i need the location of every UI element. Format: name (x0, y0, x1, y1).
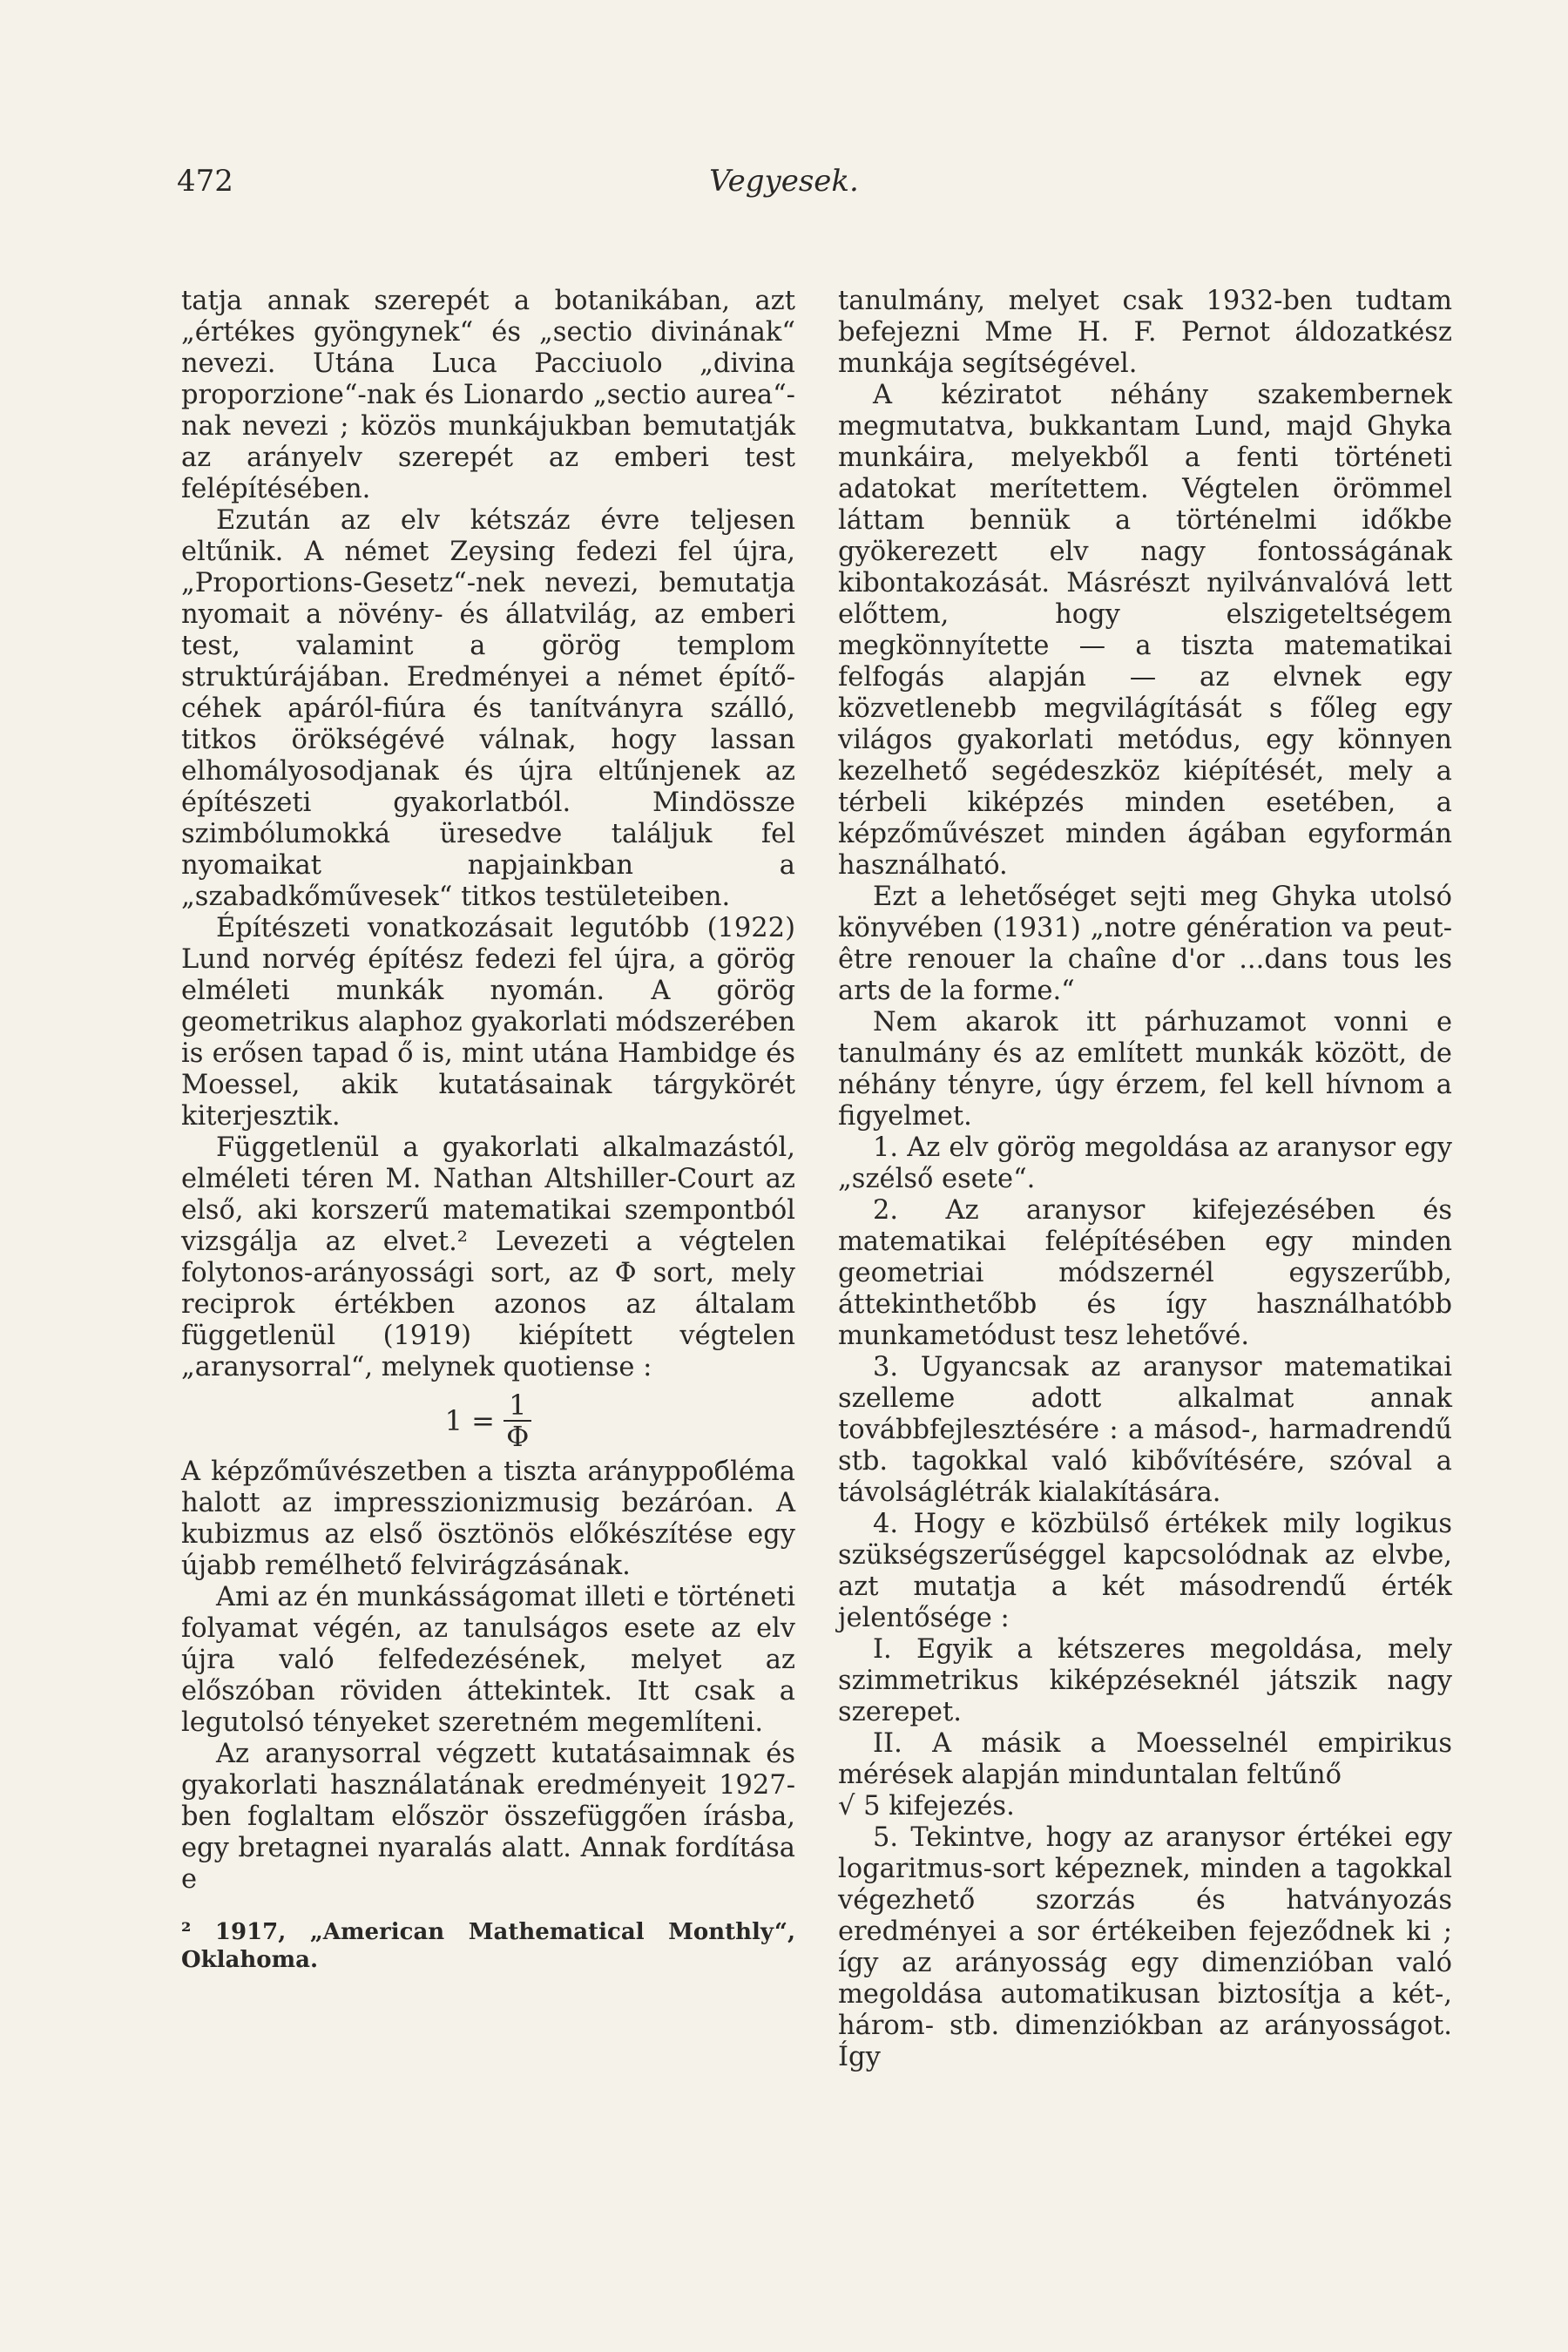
formula-fraction (504, 1390, 531, 1451)
paragraph: tatja annak szerepét a botanikában, azt „értékes gyöngynek“ és „sectio divinának“ nevezi. Utána Luca Pacciuolo „divina proporzione“-nak és Lionardo „sectio aurea“-nak nevezi ; közös munkájukban bemutatják az arányelv szerepét az emberi test felépítésében. (181, 286, 795, 504)
right-column (838, 286, 1452, 2073)
paragraph: A kéziratot néhány szakembernek megmutatva, bukkantam Lund, majd Ghyka munkáira, melyekből a fenti történeti adatokat merítettem. Végtelen örömmel láttam bennük a történelmi időkbe gyökerezett elv nagy fontosságának kibontakozását. Másrészt nyilvánvalóvá lett előttem, hogy elszigeteltségem megkönnyítette — a tiszta matematikai felfogás alapján — az elvnek egy közvetlenebb megvilágítását s főleg egy világos gyakorlati metódus, egy könnyen kezelhető segédeszköz kiépítését, mely a térbeli kiképzés minden esetében, a képzőművészet minden ágában egyformán használható. (838, 380, 1452, 881)
paragraph: Függetlenül a gyakorlati alkalmazástól, elméleti téren M. Nathan Altshiller-Court az első, aki korszerű matematikai szempontból vizsgálja az elvet.² Levezeti a végtelen folytonos-arányossági sort, az Φ sort, mely reciprok értékben azonos az általam függetlenül (1919) kiépített végtelen „aranysorral“, melynek quotiense : (181, 1132, 795, 1382)
paragraph: tanulmány, melyet csak 1932-ben tudtam befejezni Mme H. F. Pernot áldozatkész munkája segítségével. (838, 286, 1452, 379)
list-item: II. A másik a Moesselnél empirikus mérések alapján minduntalan feltűnő (838, 1728, 1452, 1790)
list-item: 3. Ugyancsak az aranysor matematikai szelleme adott alkalmat annak továbbfejlesztésére : a másod-, harmadrendű stb. tagokkal való kibővítésére, szóval a távolságlétrák kialakítására. (838, 1352, 1452, 1508)
sqrt-expression: √ 5 kifejezés. (838, 1791, 1015, 1821)
list-item: 4. Hogy e közbülső értékek mily logikus szükségszerűséggel kapcsolódnak az elvbe, azt mutatja a két másodrendű érték jelentősége : (838, 1509, 1452, 1633)
left-column (181, 286, 795, 1974)
running-head: Vegyesek. (709, 164, 859, 199)
paragraph: Építészeti vonatkozásait legutóbb (1922) Lund norvég építész fedezi fel újra, a görög elméleti munkák nyomán. A görög geometrikus alaphoz gyakorlati módszerében is erősen tapad ő is, mint utána Hambidge és Moessel, akik kutatásainak tárgykörét kiterjesztik. (181, 913, 795, 1132)
paragraph: Ami az én munkásságomat illeti e történeti folyamat végén, az tanulságos esete az elv újra való felfedezésének, melyet az előszóban röviden áttekintek. Itt csak a legutolsó tényeket szeretném megemlíteni. (181, 1582, 796, 1738)
list-item: 5. Tekintve, hogy az aranysor értékei egy logaritmus-sort képeznek, minden a tagokkal végezhető szorzás és hatványozás eredményei a sor értékeiben fejeződnek ki ; így az arányosság egy dimenzióban való megoldása automatikusan biztosítja a két-, három- stb. dimenziókban az arányosságot. Így (838, 1822, 1452, 2072)
formula (181, 1390, 795, 1451)
formula-denominator: Φ (506, 1420, 530, 1453)
list-item: 2. Az aranysor kifejezésében és matematikai felépítésében egy minden geometriai módszernél egyszerűbb, áttekinthetőbb és így használhatóbb munkametódust tesz lehetővé. (838, 1195, 1452, 1351)
formula-lhs: 1 = (444, 1404, 495, 1437)
paragraph: Nem akarok itt párhuzamot vonni e tanulmány és az említett munkák között, de néhány tényre, úgy érzem, fel kell hívnom a figyelmet. (838, 1007, 1452, 1132)
formula-numerator: 1 (504, 1390, 531, 1422)
paragraph: A képzőművészetben a tiszta aránypробléma halott az impresszionizmusig bezáróan. A kubizmus az első ösztönös előkészítése egy újabb remélhető felvirágzásának. (181, 1456, 795, 1581)
paragraph: Ezután az elv kétszáz évre teljesen eltűnik. A német Zeysing fedezi fel újra, „Proportions-Gesetz“-nek nevezi, bemutatja nyomait a növény- és állatvilág, az emberi test, valamint a görög templom struktúrájában. Eredményei a német építő-céhek apáról-fiúra és tanítványra szálló, titkos örökségévé válnak, hogy lassan elhomályosodjanak és újra eltűnjenek az építészeti gyakorlatból. Mindössze szimbólumokká üresedve találjuk fel nyomaikat napjainkban a „szabadkőművesek“ titkos testületeiben. (181, 505, 795, 912)
footnote: ² 1917, „American Mathematical Monthly“, Oklahoma. (181, 1919, 795, 1973)
page-number: 472 (177, 164, 233, 199)
list-item: I. Egyik a kétszeres megoldása, mely szimmetrikus kiképzéseknél játszik nagy szerepet. (838, 1634, 1452, 1727)
paragraph: Az aranysorral végzett kutatásaimnak és gyakorlati használatának eredményeit 1927-ben foglaltam először összefüggően írásba, egy bretagnei nyaralás alatt. Annak fordítása e (181, 1739, 795, 1895)
paragraph: Ezt a lehetőséget sejti meg Ghyka utolsó könyvében (1931) „notre génération va peut-être renouer la chaîne d'or ...dans tous les arts de la forme.“ (838, 882, 1452, 1006)
list-item: 1. Az elv görög megoldása az aranysor egy „szélső esete“. (838, 1132, 1452, 1194)
